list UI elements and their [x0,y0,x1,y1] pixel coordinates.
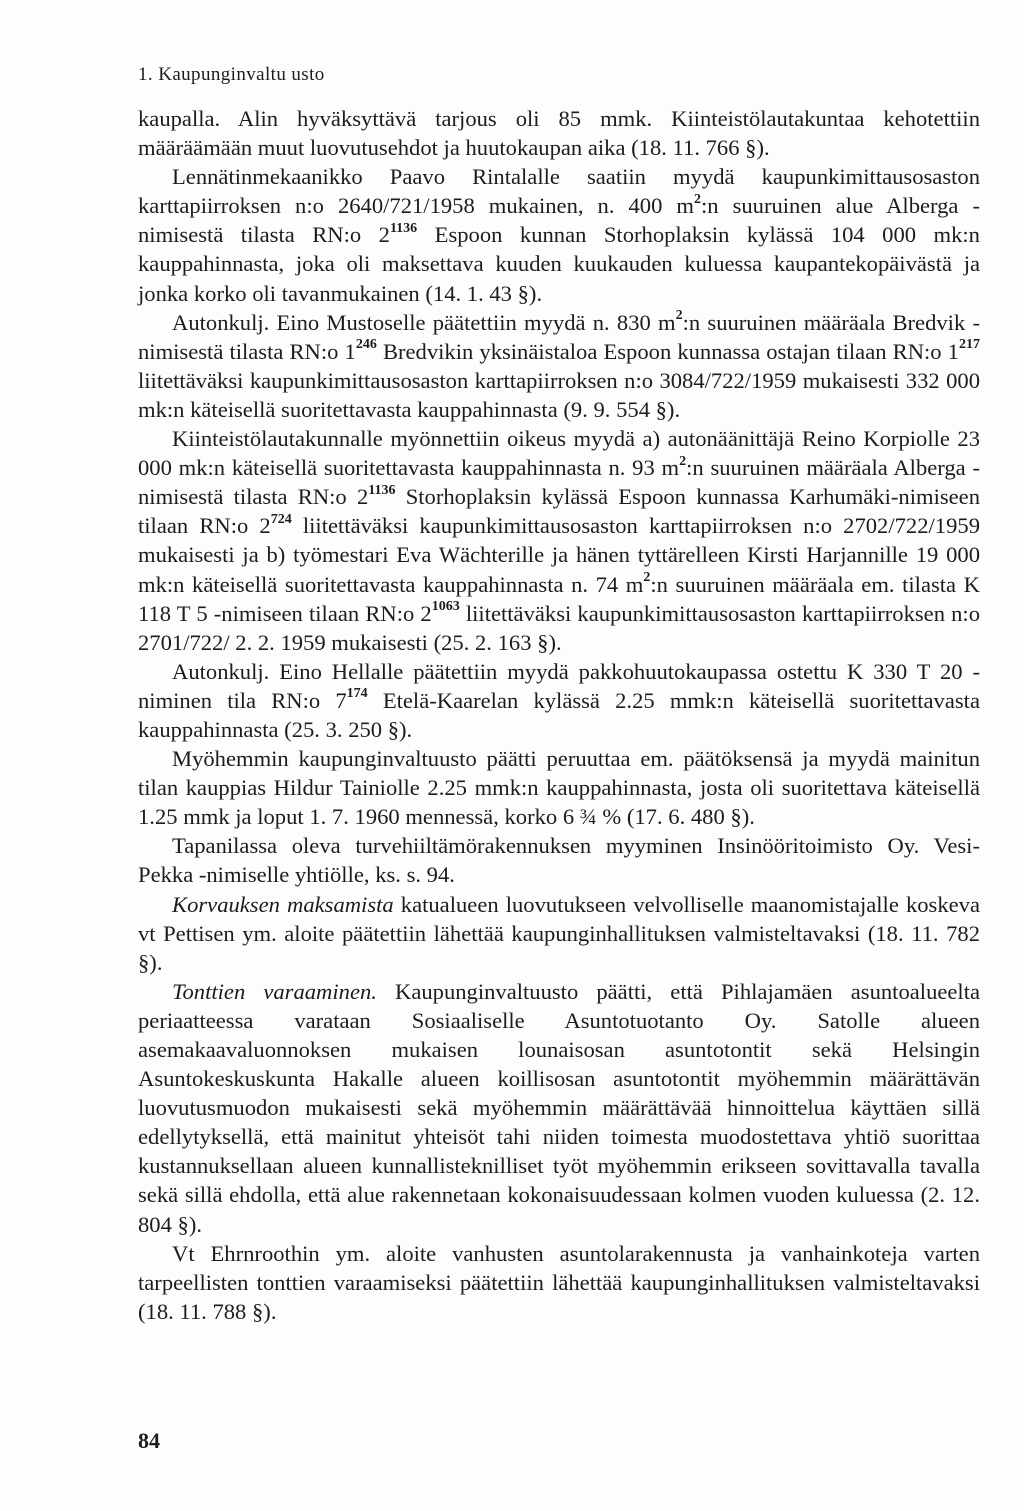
text-run: Lennätinmekaanikko Paavo Rintalalle saatiin myydä kaupunkimittausosaston karttapiirroksen n:o 2640/721/1958 mukainen, n. 400 m [138,164,980,219]
paragraph [138,977,980,1239]
paragraph [138,308,980,424]
text-run: katualueen luovutukseen velvolliselle maanomistajalle koskeva vt Pettisen ym. aloite päätettiin lähettää kaupunginhallituksen valmisteltavaksi (18. 11. 782 §). [138,891,980,975]
superscript: 174 [346,686,368,702]
italic-heading: Korvauksen maksamista [172,891,394,917]
superscript: 2 [679,453,687,469]
text-run: liitettäväksi kaupunkimittausosaston karttapiirroksen n:o 2702/722/1959 mukaisesti ja b) työmestari Eva Wächterille ja hänen tyttärelleen Kirsti Harjannille 19 000 mk:n käteisellä suoritettavasta kauppahinnasta n. 74 m [138,513,980,597]
superscript: 1136 [368,482,396,498]
text-run: Myöhemmin kaupunginvaltuusto päätti peruuttaa em. päätöksensä ja myydä mainitun tilan kauppias Hildur Tainiolle 2.25 mmk:n kauppahinnasta, josta oli suoritettava käteisellä 1.25 mmk ja loput 1. 7. 1960 mennessä, korko 6 ¾ % (17. 6. 480 §). [138,746,980,830]
paragraph [138,162,980,307]
text-run: Autonkulj. Eino Hellalle päätettiin myydä pakkohuutokaupassa ostettu K 330 T 20 -niminen tila RN:o 7 [138,658,980,713]
text-run: kaupalla. Alin hyväksyttävä tarjous oli 85 mmk. Kiinteistölautakuntaa kehotettiin määräämään muut luovutusehdot ja huutokaupan aika (18. 11. 766 §). [138,106,980,161]
paragraph [138,657,980,744]
text-run: :n suuruinen määräala Alberga -nimisestä tilasta RN:o 2 [138,455,980,510]
running-head: 1. Kaupunginvaltu usto [138,64,325,85]
text-run: :n suuruinen määräala Bredvik -nimisestä tilasta RN:o 1 [138,309,980,364]
text-run: Etelä-Kaarelan kylässä 2.25 mmk:n käteisellä suoritettavasta kauppahinnasta (25. 3. 250 §). [138,687,980,742]
body-text [138,104,980,1326]
superscript: 2 [675,308,683,324]
text-run: :n suuruinen alue Alberga -nimisestä tilasta RN:o 2 [138,193,980,248]
text-run: liitettäväksi kaupunkimittausosaston karttapiirroksen n:o 2701/722/ 2. 2. 1959 mukaisesti (25. 2. 163 §). [138,600,980,655]
text-run: :n suuruinen määräala em. tilasta K 118 T 5 -nimiseen tilaan RN:o 2 [138,571,980,626]
superscript: 1063 [431,598,460,614]
text-run: Espoon kunnan Storhoplaksin kylässä 104 000 mk:n kauppahinnasta, joka oli maksettava kuuden kuukauden kuluessa kaupantekopäivästä ja jonka korko oli tavanmukainen (14. 1. 43 §). [138,222,980,306]
superscript: 1136 [389,220,418,236]
paragraph [138,831,980,889]
paragraph [138,424,980,657]
paragraph [138,744,980,831]
paragraph [138,104,980,162]
text-run: Vt Ehrnroothin ym. aloite vanhusten asuntolarakennusta ja vanhainkoteja varten tarpeellisten tonttien varaamiseksi päätettiin lähettää kaupunginhallituksen valmisteltavaksi (18. 11. 788 §). [138,1240,980,1324]
text-run: Kiinteistölautakunnalle myönnettiin oikeus myydä a) autonäänittäjä Reino Korpiolle 23 000 mk:n käteisellä suoritettavasta kauppahinnasta n. 93 m [138,426,980,481]
superscript: 2 [643,569,651,585]
paragraph [138,1239,980,1326]
superscript: 246 [355,337,377,353]
text-run: liitettäväksi kaupunkimittausosaston karttapiirroksen n:o 3084/722/1959 mukaisesti 332 000 mk:n käteisellä suoritettavasta kauppahinnasta (9. 9. 554 §). [138,367,980,422]
superscript: 217 [958,337,980,353]
text-run: Tapanilassa oleva turvehiiltämörakennuksen myyminen Insinööritoimisto Oy. Vesi-Pekka -nimiselle yhtiölle, ks. s. 94. [138,833,980,888]
text-run: Kaupunginvaltuusto päätti, että Pihlajamäen asuntoalueelta periaatteessa varataan Sosiaaliselle Asuntotuotanto Oy. Satolle alueen asemakaavaluonnoksen mukaisen lounaisosan asuntotontit sekä Helsingin Asuntokeskuskunta Hakalle alueen koillisosan asuntotontit myöhemmin määrättävän luovutusmuodon mukaisesti sekä myöhemmin määrättävää hinnoittelua käyttäen sillä edellytyksellä, että mainitut yhteisöt tahi niiden toimesta muodostettava yhtiö suorittaa kustannuksellaan alueen kunnallisteknilliset työt myöhemmin erikseen sovittavalla tavalla sekä sillä ehdolla, että alue rakennetaan kokonaisuudessaan kolmen vuoden kuluessa (2. 12. 804 §). [138,978,980,1237]
superscript: 724 [270,511,292,527]
superscript: 2 [693,191,701,207]
text-run: Autonkulj. Eino Mustoselle päätettiin myydä n. 830 m [172,309,676,335]
italic-heading: Tonttien varaaminen. [172,978,377,1004]
page-number: 84 [138,1428,160,1453]
paragraph [138,890,980,977]
text-run: Bredvikin yksinäistaloa Espoon kunnassa ostajan tilaan RN:o 1 [376,338,959,364]
text-run: Storhoplaksin kylässä Espoon kunnassa Karhumäki-nimiseen tilaan RN:o 2 [138,484,980,539]
